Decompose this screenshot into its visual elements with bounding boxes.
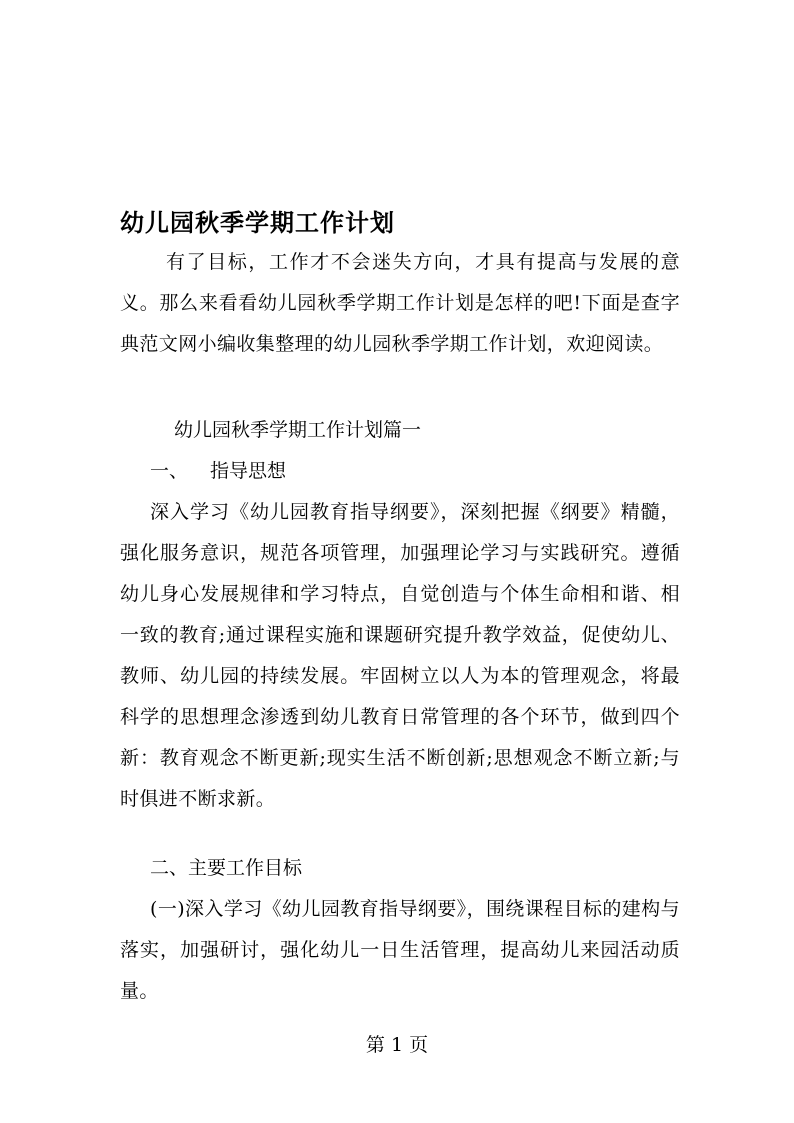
section-2-heading: 二、主要工作目标 — [150, 857, 303, 879]
intro-paragraph: 有了目标，工作才不会迷失方向，才具有提高与发展的意义。那么来看看幼儿园秋季学期工作计划是怎样的吧!下面是查字典范文网小编收集整理的幼儿园秋季学期工作计划，欢迎阅读。 — [120, 251, 680, 355]
section-1-heading-text: 指导思想 — [210, 460, 287, 482]
section-2-paragraph: (一)深入学习《幼儿园教育指导纲要》，围绕课程目标的建构与落实，加强研讨，强化幼儿一日生活管理，提高幼儿来园活动质量。 — [120, 898, 680, 1002]
section-1-heading — [150, 451, 286, 492]
section-1-number: 一、 — [150, 460, 189, 482]
page-number-footer: 第 1 页 — [365, 1034, 429, 1056]
section-1-paragraph: 深入学习《幼儿园教育指导纲要》，深刻把握《纲要》精髓，强化服务意识，规范各项管理，加强理论学习与实践研究。遵循幼儿身心发展规律和学习特点，自觉创造与个体生命相和谐、相一致的教育;通过课程实施和课题研究提升教学效益，促使幼儿、教师、幼儿园的持续发展。牢固树立以人为本的管理观念，将最科学的思想理念渗透到幼儿教育日常管理的各个环节，做到四个新：教育观念不断更新;现实生活不断创新;思想观念不断立新;与时俱进不断求新。 — [120, 501, 680, 810]
document-title: 幼儿园秋季学期工作计划 — [120, 208, 395, 237]
section-subtitle: 幼儿园秋季学期工作计划篇一 — [174, 419, 422, 441]
